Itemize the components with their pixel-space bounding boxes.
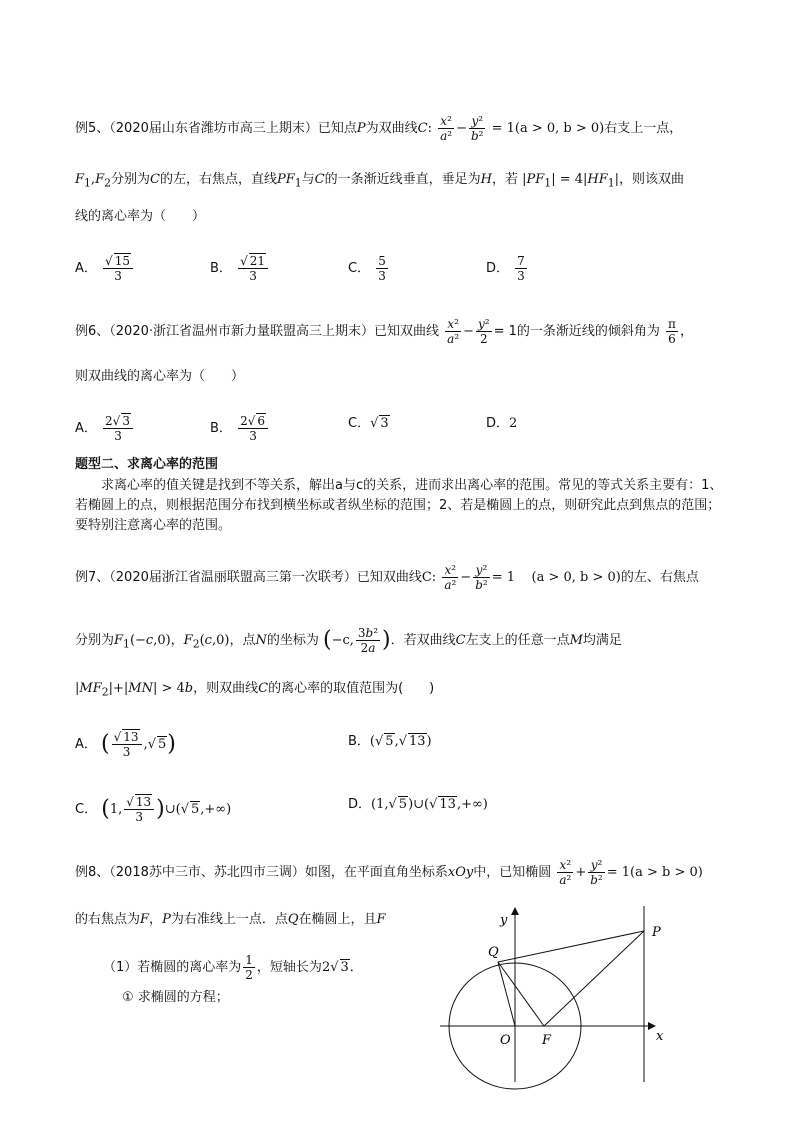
- ex7-option-a: A． ( $\frac{√ 13}{3}$ ,√ 5): [75, 730, 176, 759]
- ex5-prefix: 例5、（2020届山东省潍坊市高三上期末）已知点: [75, 121, 357, 136]
- segment-QO: [498, 962, 515, 1026]
- ex6-option-b: B． $\frac{2√ 6}{3}$: [210, 414, 270, 443]
- ex5-line2: $F_1,F_2$分别为C的左，右焦点，直线$PF_1$与C的一条渐近线垂直，垂足为H，若 $|PF_1| = 4|HF_1|$，则该双曲: [75, 172, 685, 190]
- ex7-option-c: C． (1, $\frac{√ 13}{3}$ )∪(√ 5,+∞): [75, 795, 232, 824]
- ex5-option-a: A． $\frac{√ 15}{3}$: [75, 254, 135, 283]
- ex8-question1-part1: ① 求椭圆的方程；: [122, 990, 229, 1005]
- ex6-line2: 则双曲线的离心率为（ ）: [75, 369, 245, 384]
- ex7-option-b: B．(√ 5,√ 13): [348, 734, 432, 749]
- label-O: O: [500, 1033, 511, 1048]
- segment-QF: [498, 962, 544, 1026]
- ex7-option-d: D．(1,√ 5)∪(√ 13,+∞): [348, 797, 488, 812]
- label-y: y: [500, 913, 508, 928]
- ex7-line3: $|MF_2|+|MN| > 4b$，则双曲线C的离心率的取值范围为( ): [75, 681, 435, 699]
- ex5-option-d: D． $\frac{7}{3}$: [486, 254, 525, 283]
- ex6-option-d: D．2: [486, 416, 518, 431]
- ex8-line2: 的右焦点为F，P为右准线上一点．点Q在椭圆上，且F: [75, 912, 386, 927]
- ex6-option-a: A． $\frac{2√ 3}{3}$: [75, 414, 135, 443]
- ex7-line1: 例7、（2020届浙江省温丽联盟高三第一次联考）已知双曲线C: $\frac{\text{x²}}{\text{a²}}$ − $\frac{\text{y²}}{\text{b²}}$ = 1 (a > 0, b > 0)的左、右焦点: [75, 563, 699, 592]
- ex6-line1: 例6、（2020·浙江省温州市新力量联盟高三上期末）已知双曲线 $\frac{\text{x²}}{\text{a²}}$ − $\frac{\text{y²}}{2}$ = 1的一条渐近线的倾斜角为 $\frac{\pi}{6}$ ，: [75, 317, 693, 346]
- ex5-condition: = 1(a > 0, b > 0): [491, 121, 605, 136]
- ex5-line1: 例5、（2020届山东省潍坊市高三上期末）已知点P为双曲线C: $\frac{\text{x²}}{\text{a²}}$ − $\frac{\text{y²}}{\text{b²}}$ = 1(a > 0, b > 0)右支上一点，: [75, 114, 683, 143]
- label-P: P: [652, 925, 661, 940]
- segment-QP: [498, 931, 644, 962]
- ex7-line2: 分别为$F_1(-c,0)$，$F_2(c,0)$，点N的坐标为 (−c, $\frac{\text{3b²}}{2a}$ )．若双曲线C左支上的任意一点M均满足: [75, 626, 622, 655]
- ellipse-figure: [430, 900, 690, 1090]
- ex8-line1: 例8、（2018苏中三市、苏北四市三调）如图，在平面直角坐标系xOy中，已知椭圆 $\frac{\text{x²}}{\text{a²}}$ + $\frac{\text{y²}}{\text{b²}}$ = 1(a > b > 0): [75, 858, 703, 887]
- ex6-option-c: C．√ 3: [348, 416, 389, 431]
- ex5-line3: 线的离心率为（ ）: [75, 209, 206, 224]
- section-title: 题型二、求离心率的范围: [75, 457, 219, 472]
- label-x: x: [656, 1029, 664, 1044]
- label-F: F: [542, 1033, 552, 1048]
- ex5-option-b: B． $\frac{√ 21}{3}$: [210, 254, 270, 283]
- ex5-option-c: C． $\frac{5}{3}$: [348, 254, 386, 283]
- section-paragraph: 求离心率的值关键是找到不等关系，解出a与c的关系，进而求出离心率的范围。常见的等式关系主要有：1、若椭圆上的点，则根据范围分布找到横坐标或者纵坐标的范围；2、若是椭圆上的点，则研究此点到焦点的范围；要特别注意离心率的范围。: [75, 478, 723, 533]
- ex8-question1: （1）若椭圆的离心率为 $\frac{1}{2}$ ，短轴长为2√ 3．: [103, 953, 363, 982]
- label-Q: Q: [488, 945, 499, 960]
